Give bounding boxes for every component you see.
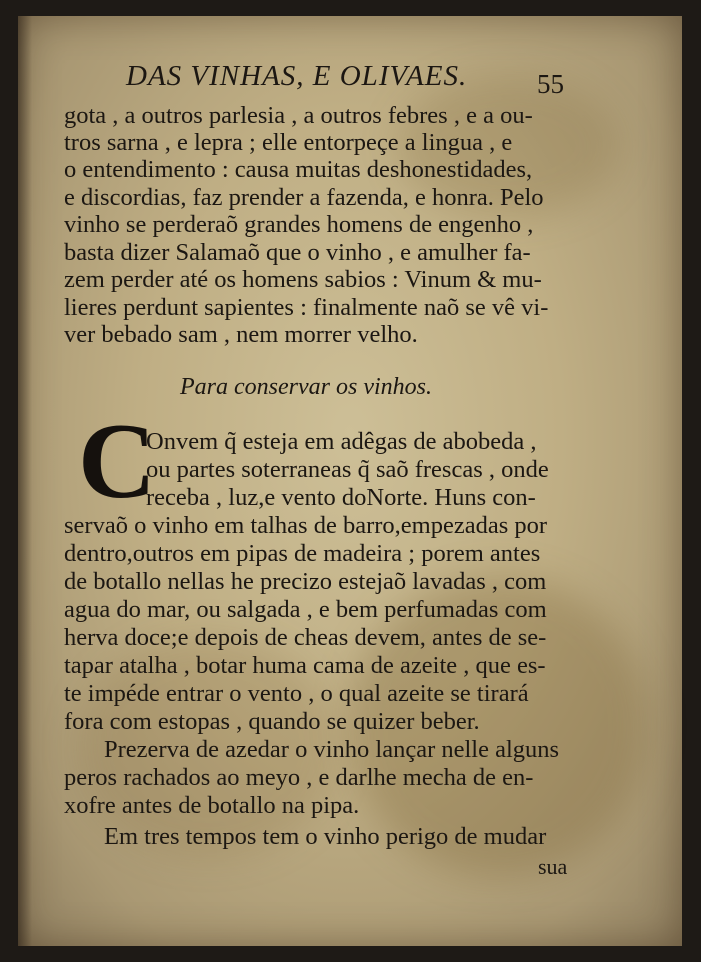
drop-cap: C (78, 402, 156, 521)
text-line: agua do mar, ou salgada , e bem perfumadas com (64, 596, 547, 623)
text-line: xofre antes de botallo na pipa. (64, 792, 360, 819)
text-line: tapar atalha , botar huma cama de azeite , que es- (64, 652, 546, 679)
text-line: e discordias, faz prender a fazenda, e honra. Pelo (64, 184, 544, 211)
text-line: Onvem q̃ esteja em adêgas de abobeda , (146, 428, 537, 455)
text-line: basta dizer Salamaõ que o vinho , e amulher fa- (64, 239, 531, 266)
text-line: ou partes soterraneas q̃ saõ frescas , onde (146, 456, 549, 483)
text-line: ver bebado sam , nem morrer velho. (64, 321, 418, 348)
text-line: servaõ o vinho em talhas de barro,empezadas por (64, 512, 548, 539)
text-line: zem perder até os homens sabios : Vinum & mu- (64, 266, 542, 293)
text-line: lieres perdunt sapientes : finalmente naõ se vê vi- (64, 294, 549, 321)
text-line: Prezerva de azedar o vinho lançar nelle alguns (104, 736, 560, 763)
text-line: vinho se perderaõ grandes homens de engenho , (64, 211, 534, 238)
section-heading: Para conservar os vinhos. (180, 374, 432, 400)
text-line: dentro,outros em pipas de madeira ; porem antes (64, 540, 541, 567)
text-line: receba , luz,e vento doNorte. Huns con- (146, 484, 536, 511)
text-line: o entendimento : causa muitas deshonestidades, (64, 156, 533, 183)
running-header: DAS VINHAS, E OLIVAES. (126, 60, 468, 92)
text-line: herva doce;e depois de cheas devem, antes de se- (64, 624, 547, 651)
text-line: gota , a outros parlesia , a outros febres , e a ou- (64, 102, 533, 129)
page-spine-shadow (18, 16, 32, 946)
text-line: peros rachados ao meyo , e darlhe mecha de en- (64, 764, 534, 791)
text-line: te impéde entrar o vento , o qual azeite se tirará (64, 680, 529, 707)
text-line: tros sarna , e lepra ; elle entorpeçe a lingua , e (64, 129, 513, 156)
page-number: 55 (537, 69, 564, 99)
catchword: sua (538, 854, 568, 879)
text-line: fora com estopas , quando se quizer beber. (64, 708, 480, 735)
text-line: Em tres tempos tem o vinho perigo de mudar (104, 823, 547, 850)
text-line: de botallo nellas he precizo estejaõ lavadas , com (64, 568, 547, 595)
